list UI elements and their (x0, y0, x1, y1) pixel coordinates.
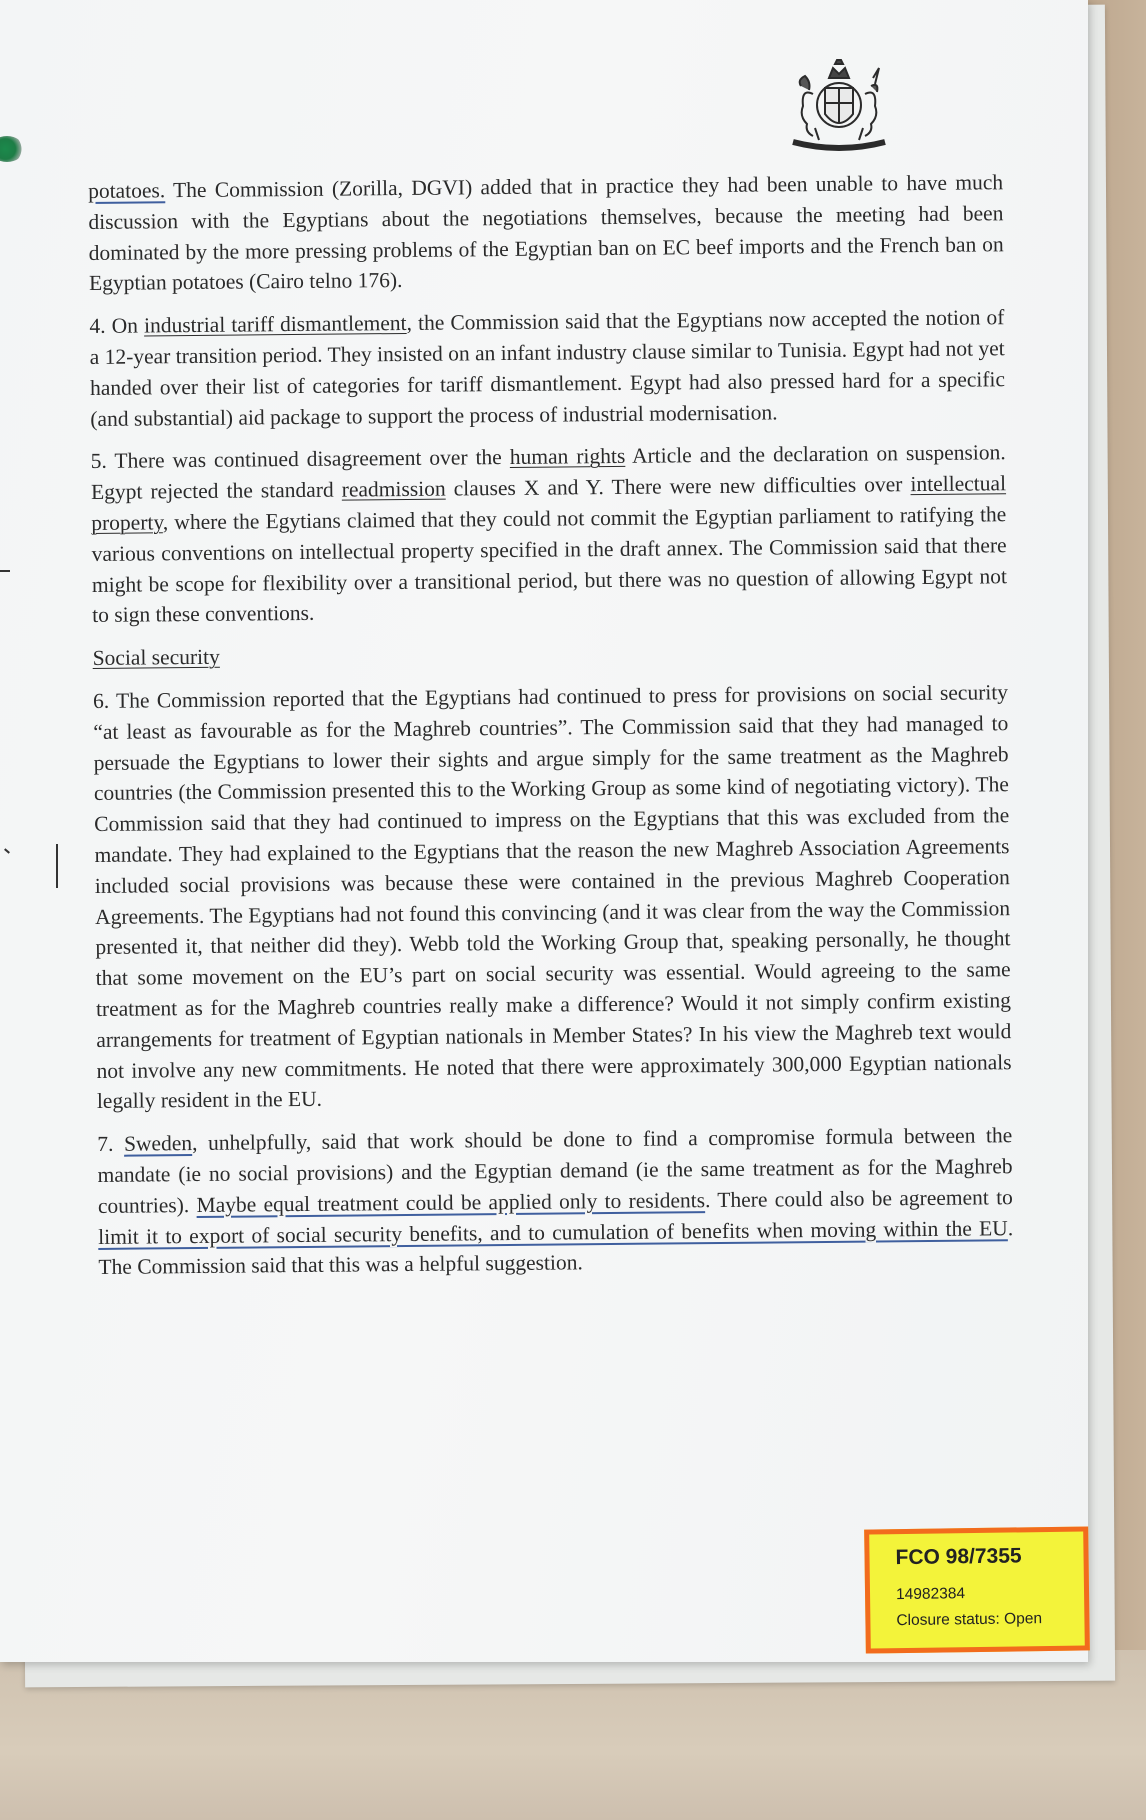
margin-tick-mark (4, 848, 10, 853)
paragraph-6 (93, 677, 1012, 1117)
paragraph-7 (97, 1120, 1013, 1283)
margin-vertical-mark (56, 844, 58, 888)
pen-underlined-text: limit it to export of social security benefits, and to cumulation of benefits when moving within the EU (98, 1215, 1008, 1249)
paragraph-text: clauses X and Y. There were new difficulties over (445, 472, 911, 501)
paragraph-text: 6. The Commission reported that the Egyptians had continued to press for provisions on social security “at least as favourable as for the Maghreb countries”. The Commission said that they had managed to persuade the Egyptians to lower their sights and argue simply for the same treatment as the Maghreb countries (the Commission presented this to the Working Group as some kind of negotiating victory). The Commission said that they had continued to impress on the Egyptians that this was excluded from the mandate. They had explained to the Egyptians that the reason the new Maghreb Association Agreements included social provisions was because these were contained in the previous Maghreb Cooperation Agreements. The Egyptians had not found this convincing (and it was clear from the way the Commission presented it, that neither did they). Webb told the Working Group that, speaking personally, he thought that some movement on the EU’s part on social security was essential. Would agreeing to the same treatment as for the Maghreb countries really make a difference? Would it not simply confirm existing arrangements for treatment of Egyptian nationals in Member States? In his view the Maghreb text would not involve any new commitments. He noted that there were approximately 300,000 Egyptian nationals legally resident in the EU. (92, 680, 1012, 1114)
document-body (88, 167, 1014, 1295)
paragraph-text: , the Commission said that the Egyptians now accepted the notion of a 12-year transition period. They insisted on an infant industry clause similar to Tunisia. Egypt had not yet handed over their list of categories for tariff dismantlement. Egypt had also pressed hard for a specific (and substantial) aid package to support the process of industrial modernisation. (89, 305, 1006, 431)
paragraph-text: 7. (97, 1131, 125, 1157)
archive-reference-label (864, 1526, 1090, 1653)
archive-item-id: 14982384 (895, 1585, 966, 1604)
underlined-text: intellectual property (91, 471, 1007, 535)
paragraph-text: , unhelpfully, said that work should be done to find a compromise formula between the mandate (ie no social provisions) and the Egyptian demand (ie the same treatment as for the Maghreb countries). (97, 1123, 1013, 1218)
royal-coat-of-arms-icon (775, 58, 903, 154)
section-heading-text: Social security (92, 644, 220, 671)
paragraph-text: Article and the declaration on suspension. Egypt rejected the standard (90, 440, 1006, 505)
section-heading (92, 634, 1007, 674)
paragraph-5 (91, 438, 1008, 632)
pen-underlined-text: Maybe equal treatment could be applied only to residents (196, 1187, 706, 1217)
paragraph-text: The Commission (Zorilla, DGVI) added that in practice they had been unable to have much discussion with the Egyptians about the negotiations themselves, because the meeting had been dominated by the more pressing problems of the Egyptian ban on EC beef imports and the French ban on Egyptian potatoes (Cairo telno 176). (88, 170, 1004, 296)
underlined-text: readmission (341, 476, 446, 502)
archive-closure-status: Closure status: Open (896, 1610, 1043, 1630)
paragraph-text: . The Commission said that this was a helpful suggestion. (98, 1215, 1014, 1280)
underlined-text: human rights (509, 444, 626, 470)
paragraph-text: 5. There was continued disagreement over the (90, 445, 510, 474)
paragraph-text: 4. On (89, 313, 145, 339)
pen-underlined-text: Sweden (123, 1131, 193, 1156)
paragraph-text: . There could also be agreement to (704, 1184, 1013, 1212)
paragraph-text: , where the Egytians claimed that they could not commit the Egyptian parliament to ratifying the various conventions on intellectual property specified in the draft annex. The Commission said that there might be scope for flexibility over a transitional period, but there was no question of allowing Egypt not to sign these conventions. (91, 502, 1007, 628)
margin-dash-mark (0, 570, 10, 572)
treasury-tag-hole (0, 136, 24, 162)
paragraph-4 (89, 302, 1005, 434)
paragraph-continuation (88, 167, 1004, 299)
underlined-text: industrial tariff dismantlement (143, 311, 407, 338)
archive-reference: FCO 98/7355 (895, 1544, 1022, 1570)
underlined-text: potatoes. (88, 178, 166, 203)
